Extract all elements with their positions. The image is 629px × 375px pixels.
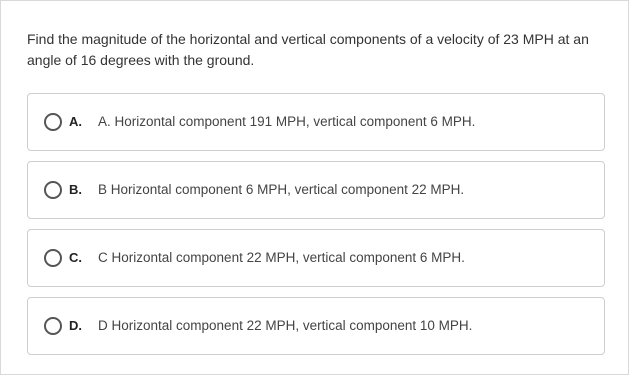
- option-text-d: D Horizontal component 22 MPH, vertical component 10 MPH.: [98, 318, 473, 333]
- radio-button-b[interactable]: [44, 181, 62, 199]
- answer-option-a[interactable]: [27, 93, 605, 151]
- answer-option-c[interactable]: [27, 229, 605, 287]
- option-text-c: C Horizontal component 22 MPH, vertical component 6 MPH.: [98, 250, 465, 265]
- radio-button-d[interactable]: [44, 317, 62, 335]
- option-letter-d: D.: [69, 318, 82, 333]
- option-text-a: A. Horizontal component 191 MPH, vertical component 6 MPH.: [98, 114, 476, 129]
- option-letter-b: B.: [69, 182, 82, 197]
- option-letter-c: C.: [69, 250, 82, 265]
- question-text: Find the magnitude of the horizontal and vertical components of a velocity of 23 MPH at an angle of 16 degrees with the ground.: [27, 31, 589, 68]
- option-letter-a: A.: [69, 114, 82, 129]
- radio-button-c[interactable]: [44, 249, 62, 267]
- option-text-b: B Horizontal component 6 MPH, vertical component 22 MPH.: [98, 182, 465, 197]
- answer-option-d[interactable]: [27, 297, 605, 355]
- answer-option-b[interactable]: [27, 161, 605, 219]
- radio-button-a[interactable]: [44, 113, 62, 131]
